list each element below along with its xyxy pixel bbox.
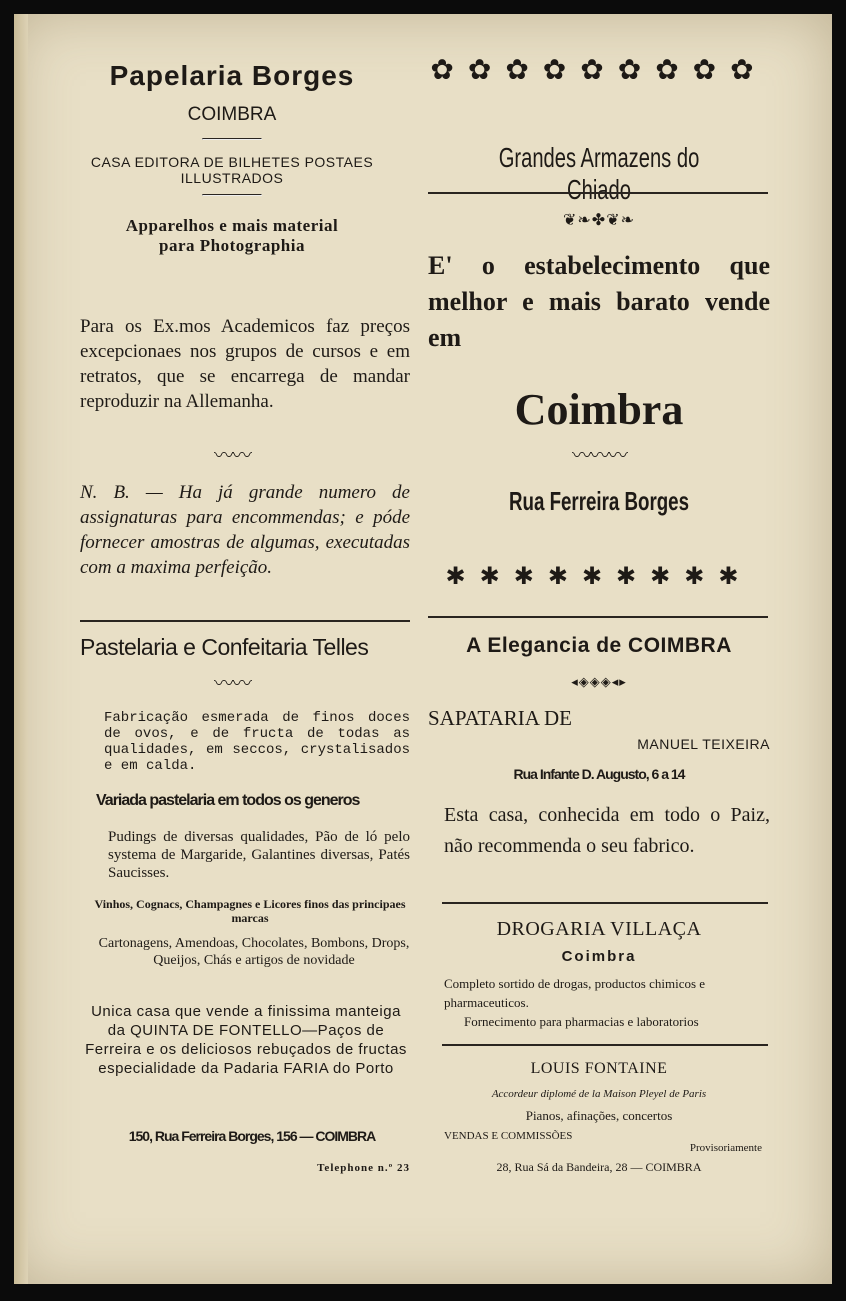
telles-heading: Variada pastelaria em todos os generos [96, 792, 360, 809]
telles-cartons: Cartonagens, Amendoas, Chocolates, Bombons, Drops, Queijos, Chás e artigos de novidade [98, 936, 410, 968]
borges-nb: N. B. — Ha já grande numero de assignaturas para encommendas; e póde fornecer amostras de algumas, executadas com a maxima perfeição. [80, 482, 410, 578]
section-rule [428, 616, 768, 618]
fontaine-subtitle: Accordeur diplomé de la Maison Pleyel de Paris [491, 1088, 707, 1100]
drogaria-title: DROGARIA VILLAÇA [496, 918, 702, 940]
telles-phone: Telephone n.º 23 [317, 1162, 410, 1174]
magazine-page [14, 14, 832, 1284]
borges-heading1: Apparelhos e mais material [125, 216, 339, 235]
chiado-ornament: ❦❧✤❦❧ [562, 212, 636, 229]
borges-line2: ILLUSTRADOS [180, 170, 284, 186]
telles-unique: Unica casa que vende a finissima manteiga da QUINTA DE FONTELLO—Paços de Ferreira e os deliciosos rebuçados de fructas especialidade da Padaria FARIA do Porto [85, 1003, 407, 1077]
divider [202, 138, 262, 140]
borges-city: COIMBRA [187, 104, 277, 125]
chiado-title: Grandes Armazens do Chiado [498, 142, 700, 205]
drogaria-line1: Completo sortido de drogas, productos chimicos e pharmaceuticos. [444, 976, 706, 1010]
borges-body: Para os Ex.mos Academicos faz preços excepcionaes nos grupos de cursos e em retratos, que se encarrega de mandar reproduzir na Allemanha. [80, 316, 410, 412]
wavy-ornament: 〰〰 [214, 673, 250, 695]
section-rule [442, 902, 768, 904]
elegancia-title: A Elegancia de COIMBRA [466, 634, 732, 657]
telles-title: Pastelaria e Confeitaria Telles [80, 634, 369, 660]
drogaria-city: Coimbra [561, 948, 637, 965]
fontaine-sales: VENDAS E COMMISSÕES [444, 1130, 573, 1142]
telles-intro: Fabricação esmerada de finos doces de ovos, e de fructa de todas as qualidades, em seccos, crystalisados e em calda. [104, 710, 410, 774]
borges-line1: CASA EDITORA DE BILHETES POSTAES [90, 154, 374, 170]
fontaine-title: LOUIS FONTAINE [530, 1060, 668, 1077]
wavy-ornament: 〰〰 [214, 445, 250, 467]
elegancia-body: Esta casa, conhecida em todo o Paiz, não recommenda o seu fabrico. [444, 804, 770, 857]
chiado-street: Rua Ferreira Borges [509, 486, 689, 516]
page-spine [14, 14, 28, 1284]
papelaria-borges-ad [54, 60, 410, 256]
drogaria-line2: Fornecimento para pharmacias e laboratorios [464, 1014, 699, 1029]
section-rule [428, 192, 768, 194]
fontaine-note: Provisoriamente [689, 1142, 762, 1154]
elegancia-owner: MANUEL TEIXEIRA [637, 736, 770, 752]
borges-heading2: para Photographia [159, 236, 305, 255]
telles-wines: Vinhos, Cognacs, Champagnes e Licores finos das principaes marcas [94, 897, 406, 925]
elegancia-line1: SAPATARIA DE [428, 706, 572, 730]
telles-puddings: Pudings de diversas qualidades, Pão de ló pelo systema de Margaride, Galantines diversas, Patés Saucisses. [108, 829, 410, 881]
fontaine-services: Pianos, afinações, concertos [525, 1108, 673, 1123]
borges-title: Papelaria Borges [109, 60, 355, 91]
section-rule [80, 620, 410, 622]
elegancia-address: Rua Infante D. Augusto, 6 a 14 [513, 766, 685, 782]
wavy-ornament: 〰〰〰 [572, 445, 626, 467]
divider [202, 194, 262, 196]
chiado-city: Coimbra [514, 385, 684, 434]
flower-border-bottom: ✱✱✱✱✱✱✱✱✱ [445, 564, 753, 590]
flower-border-top: ✿✿✿✿✿✿✿✿✿ [430, 55, 768, 86]
chiado-tagline: E' o estabelecimento que melhor e mais barato vende em [428, 251, 770, 352]
elegancia-ornament: ◂◈◈◈◂▸ [571, 674, 627, 689]
section-rule [442, 1044, 768, 1046]
telles-address: 150, Rua Ferreira Borges, 156 — COIMBRA [128, 1128, 376, 1144]
fontaine-address: 28, Rua Sá da Bandeira, 28 — COIMBRA [496, 1160, 702, 1174]
